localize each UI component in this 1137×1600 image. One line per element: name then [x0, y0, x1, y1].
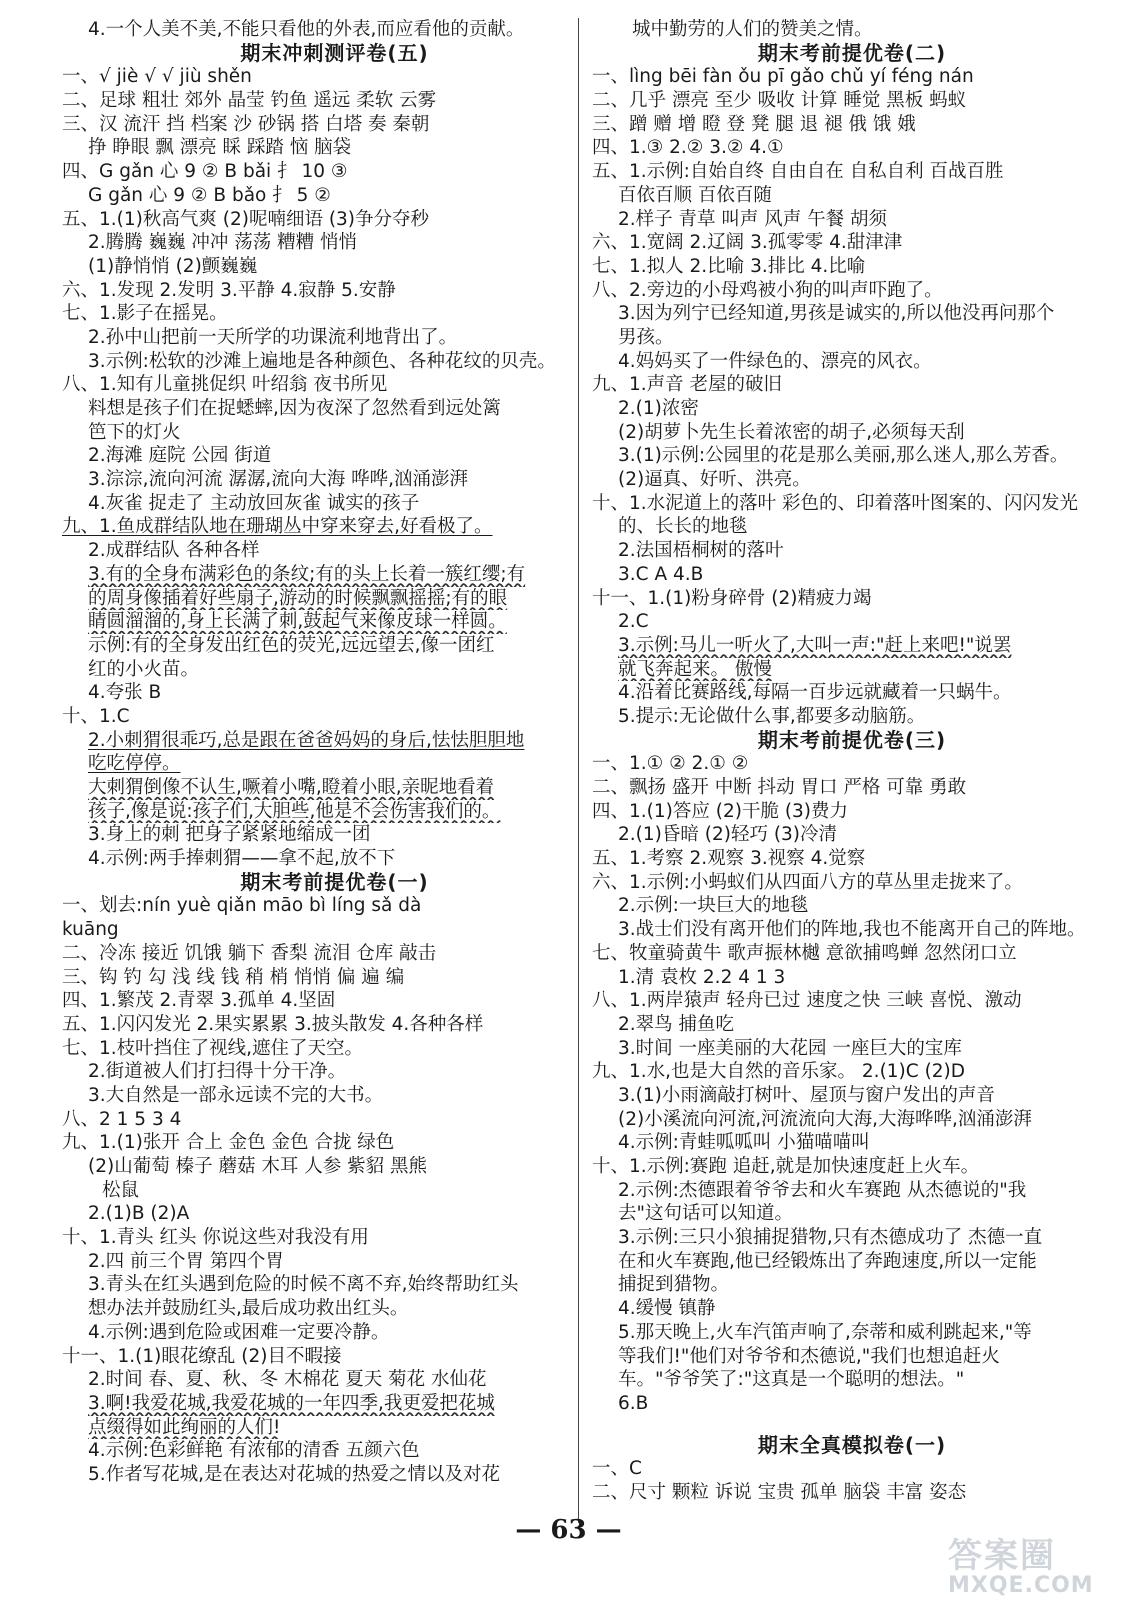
- answer-line: [62, 1416, 607, 1440]
- answer-text: 2.街道被人们打扫得十分干净。: [88, 1061, 347, 1083]
- answer-text: 2.(1)浓密: [618, 398, 699, 419]
- section-heading: [62, 871, 607, 895]
- answer-text: 四、G gǎn 心 9 ② B bǎi 扌 10 ③: [62, 161, 348, 183]
- answer-text: 九、1.声音 老屋的破旧: [592, 374, 783, 396]
- answer-text: 5.作者写花城,是在表达对花城的热爱之情以及对花: [88, 1463, 501, 1485]
- answer-text: 的周身像插着好些扇子,游动的时候飘飘摇摇;有的眼: [88, 587, 508, 609]
- section-heading: [592, 729, 1112, 753]
- answer-text: 3.因为列宁已经知道,男孩是诚实的,所以他没再问那个: [618, 303, 1055, 325]
- answer-text: 二、尺寸 颗粒 诉说 宝贵 孤单 脑袋 丰富 姿态: [592, 1481, 967, 1503]
- answer-text: 2.腾腾 巍巍 冲冲 荡荡 糟糟 悄悄: [88, 232, 358, 254]
- answer-text: 4.示例:两手捧刺猬——拿不起,放不下: [88, 848, 396, 870]
- answer-text: 3.(1)示例:公园里的花是那么美丽,那么迷人,那么芳香。: [618, 445, 1069, 467]
- answer-line: [592, 1084, 1112, 1108]
- answer-text: 2.(1)昏暗 (2)轻巧 (3)冷清: [618, 824, 838, 846]
- answer-line: [62, 421, 607, 445]
- answer-line: [62, 539, 607, 563]
- answer-text: 三、蹭 赠 增 瞪 登 凳 腿 退 褪 俄 饿 娥: [592, 113, 916, 135]
- answer-line: [592, 966, 1112, 990]
- answer-line: [592, 539, 1112, 563]
- answer-text: 五、1.(1)秋高气爽 (2)呢喃细语 (3)争分夺秒: [62, 208, 430, 230]
- answer-line: [62, 823, 607, 847]
- answer-text: 二、几乎 漂亮 至少 吸收 计算 睡觉 黑板 蚂蚁: [592, 90, 967, 112]
- answer-text: 2.时间 春、夏、秋、冬 木棉花 夏天 菊花 水仙花: [88, 1369, 487, 1391]
- answer-text: (2)小溪流向河流,河流流向大海,大海哗哗,汹涌澎湃: [618, 1108, 1032, 1130]
- answer-line: [62, 1179, 607, 1203]
- answer-text: 八、2 1 5 3 4: [62, 1108, 182, 1130]
- answer-line: [62, 989, 607, 1013]
- answer-text: 三、汉 流汗 挡 档案 沙 砂锅 搭 白塔 奏 秦朝: [62, 113, 430, 135]
- answer-line: [62, 1297, 607, 1321]
- answer-text: 2.法国梧桐树的落叶: [618, 540, 784, 562]
- left-answer-column: [62, 18, 607, 1487]
- answer-line: [592, 1321, 1112, 1345]
- watermark-logo-title: 答案圈: [948, 1536, 1056, 1576]
- answer-text: 二、足球 粗壮 郊外 晶莹 钓鱼 遥远 柔软 云雾: [62, 90, 437, 112]
- answer-line: [592, 1457, 1112, 1481]
- answer-line: [62, 1131, 607, 1155]
- answer-line: [62, 1155, 607, 1179]
- answer-text: 九、1.水,也是大自然的音乐家。 2.(1)C (2)D: [592, 1061, 966, 1083]
- answer-line: [62, 1013, 607, 1037]
- answer-text: 大刺猬倒像不认生,噘着小嘴,瞪着小眼,亲昵地看着: [88, 777, 495, 798]
- answer-text: 百依百顺 百依百随: [618, 184, 772, 206]
- answer-text: (1)静悄悄 (2)颤巍巍: [88, 255, 258, 277]
- answer-text: 料想是孩子们在捉蟋蟀,因为夜深了忽然看到远处篱: [88, 398, 501, 419]
- answer-line: [592, 587, 1112, 611]
- answer-text: 十、1.C: [62, 705, 130, 727]
- answer-text: 5.提示:无论做什么事,都要多动脑筋。: [618, 705, 926, 727]
- answer-line: [62, 397, 607, 421]
- answer-line: [592, 894, 1112, 918]
- answer-line: [62, 800, 607, 824]
- answer-text: 松鼠: [102, 1179, 140, 1201]
- answer-line: [62, 113, 607, 137]
- answer-text: 吃吃停停。: [88, 753, 181, 775]
- answer-line: [62, 326, 607, 350]
- answer-text: 三、钩 钓 勾 浅 线 钱 稍 梢 悄悄 偏 遍 编: [62, 966, 405, 988]
- answer-text: 男孩。: [618, 326, 674, 348]
- answer-text: 十、1.水泥道上的落叶 彩色的、印着落叶图案的、闪闪发光: [592, 492, 1079, 514]
- answer-line: [592, 65, 1112, 89]
- watermark-logo: [948, 1528, 1123, 1596]
- answer-line: [592, 1297, 1112, 1321]
- answer-line: [62, 65, 607, 89]
- section-heading-text: 期末全真模拟卷(一): [757, 1433, 947, 1457]
- answer-line: [62, 776, 607, 800]
- answer-line: [592, 800, 1112, 824]
- answer-text: 4.示例:青蛙呱呱叫 小猫喵喵叫: [618, 1132, 870, 1154]
- answer-text: 2.(1)B (2)A: [88, 1203, 190, 1225]
- answer-line: [62, 1463, 607, 1487]
- answer-text: 二、飘扬 盛开 中断 抖动 胃口 严格 可靠 勇敢: [592, 777, 967, 798]
- answer-text: 3.时间 一座美丽的大花园 一座巨大的宝库: [618, 1037, 962, 1059]
- answer-line: [62, 1202, 607, 1226]
- answer-text: 2.孙中山把前一天所学的功课流利地背出了。: [88, 326, 458, 348]
- section-heading-text: 期末考前提优卷(三): [757, 728, 947, 752]
- answer-text: 3.青头在红头遇到危险的时候不离不弃,始终帮助红头: [88, 1274, 519, 1296]
- answer-text: 四、1.(1)答应 (2)干脆 (3)费力: [592, 800, 849, 822]
- spacer: [592, 1416, 1112, 1434]
- answer-text: 八、1.知有儿童挑促织 叶绍翁 夜书所见: [62, 374, 388, 396]
- answer-text: 一、划去:nín yuè qiǎn māo bì líng sǎ dà: [62, 895, 422, 917]
- answer-line: [62, 373, 607, 397]
- answer-line: [62, 468, 607, 492]
- answer-line: [592, 515, 1112, 539]
- answer-line: [592, 208, 1112, 232]
- answer-text: 等我们!"他们对爷爷和杰德说,"我们也想追赶火: [618, 1345, 1000, 1367]
- answer-line: [592, 279, 1112, 303]
- answer-text: 七、1.拟人 2.比喻 3.排比 4.比喻: [592, 255, 866, 277]
- answer-line: [592, 563, 1112, 587]
- answer-text: 九、1.(1)张开 合上 金色 金色 合拢 绿色: [62, 1132, 395, 1154]
- answer-line: [62, 136, 607, 160]
- answer-text: 的、长长的地毯: [618, 516, 748, 538]
- answer-line: [62, 942, 607, 966]
- answer-text: 3.(1)小雨滴敲打树叶、屋顶与窗户发出的声音: [618, 1084, 995, 1106]
- answer-text: 4.夸张 B: [88, 682, 162, 704]
- answer-line: [592, 326, 1112, 350]
- answer-line: [592, 1345, 1112, 1369]
- answer-line: [62, 705, 607, 729]
- answer-text: 5.那天晚上,火车汽笛声响了,奈蒂和威利跳起来,"等: [618, 1321, 1032, 1343]
- answer-text: 挣 睁眼 飘 漂亮 睬 踩踏 恼 脑袋: [88, 137, 352, 159]
- answer-line: [592, 1060, 1112, 1084]
- answer-text: 笆下的灯火: [88, 421, 181, 443]
- answer-text: kuāng: [62, 919, 119, 941]
- answer-line: [62, 492, 607, 516]
- answer-line: [62, 231, 607, 255]
- answer-text: 想办法并鼓励红头,最后成功救出红头。: [88, 1298, 409, 1320]
- answer-line: [62, 89, 607, 113]
- answer-line: [62, 1392, 607, 1416]
- answer-line: [62, 302, 607, 326]
- answer-text: 4.示例:色彩鲜艳 有浓郁的清香 五颜六色: [88, 1440, 420, 1462]
- answer-text: 红的小火苗。: [88, 658, 200, 680]
- answer-line: [592, 871, 1112, 895]
- answer-text: 一、lìng bēi fàn ǒu pī gǎo chǔ yí féng nán: [592, 66, 974, 88]
- answer-text: 七、1.枝叶挡住了视线,遮住了天空。: [62, 1037, 364, 1059]
- answer-text: 6.B: [618, 1392, 649, 1414]
- answer-line: [592, 1226, 1112, 1250]
- answer-text: 2.示例:杰德跟着爷爷去和火车赛跑 从杰德说的"我: [618, 1179, 1027, 1201]
- answer-text: 车。"爷爷笑了:"这真是一个聪明的想法。": [618, 1369, 965, 1391]
- answer-line: [62, 1037, 607, 1061]
- section-heading-text: 期末考前提优卷(一): [240, 870, 429, 894]
- column-divider: [578, 18, 579, 1523]
- answer-line: [62, 752, 607, 776]
- answer-line: [592, 942, 1112, 966]
- answer-line: [592, 492, 1112, 516]
- answer-line: [592, 681, 1112, 705]
- answer-line: [592, 634, 1112, 658]
- answer-text: 去"这句话可以知道。: [618, 1203, 794, 1225]
- answer-text: 3.示例:三只小狼捕捉猎物,只有杰德成功了 杰德一直: [618, 1227, 1043, 1249]
- answer-line: [62, 1439, 607, 1463]
- answer-text: 睛圆溜溜的,身上长满了刺,鼓起气来像皮球一样圆。: [88, 611, 507, 633]
- answer-line: [592, 1108, 1112, 1132]
- answer-text: 2.示例:一块巨大的地毯: [618, 895, 809, 917]
- answer-line: [592, 468, 1112, 492]
- answer-line: [592, 113, 1112, 137]
- answer-line: [592, 231, 1112, 255]
- answer-text: 3.大自然是一部永远读不完的大书。: [88, 1084, 384, 1106]
- answer-line: [592, 1368, 1112, 1392]
- answer-line: [592, 1202, 1112, 1226]
- answer-text: 3.啊!我爱花城,我爱花城的一年四季,我更爱把花城: [88, 1392, 495, 1414]
- section-heading: [592, 42, 1112, 66]
- answer-text: 城中勤劳的人们的赞美之情。: [632, 19, 873, 40]
- answer-text: 六、1.宽阔 2.辽阔 3.孤零零 4.甜津津: [592, 232, 903, 254]
- section-heading-text: 期末冲刺测评卷(五): [240, 41, 429, 65]
- answer-line: [592, 255, 1112, 279]
- answer-text: 示例:有的全身发出红色的荧光,远远望去,像一团红: [88, 634, 495, 656]
- answer-line: [62, 729, 607, 753]
- answer-text: 十一、1.(1)眼花缭乱 (2)目不暇接: [62, 1345, 342, 1367]
- answer-line: [592, 1481, 1112, 1505]
- answer-text: 2.四 前三个胃 第四个胃: [88, 1250, 284, 1272]
- answer-text: 3.示例:松软的沙滩上遍地是各种颜色、各种花纹的贝壳。: [88, 350, 556, 372]
- section-heading: [592, 1434, 1112, 1458]
- answer-text: 一、1.① ② 2.① ②: [592, 753, 749, 775]
- answer-text: 九、1.鱼成群结队地在珊瑚丛中穿来穿去,好看极了。: [62, 516, 493, 538]
- answer-line: [62, 634, 607, 658]
- answer-text: 点缀得如此绚丽的人们!: [88, 1416, 281, 1438]
- answer-line: [592, 373, 1112, 397]
- answer-text: 六、1.示例:小蚂蚁们从四面八方的草丛里走拢来了。: [592, 871, 1023, 893]
- answer-line: [62, 1345, 607, 1369]
- answer-line: [592, 397, 1112, 421]
- answer-text: 4.妈妈买了一件绿色的、漂亮的风衣。: [618, 350, 932, 372]
- answer-line: [592, 89, 1112, 113]
- answer-line: [62, 1060, 607, 1084]
- answer-text: 四、1.③ 2.② 3.② 4.①: [592, 137, 784, 159]
- answer-line: [592, 1179, 1112, 1203]
- answer-text: 七、牧童骑黄牛 歌声振林樾 意欲捕鸣蝉 忽然闭口立: [592, 942, 1017, 964]
- answer-line: [62, 1368, 607, 1392]
- answer-text: 4.沿着比赛路线,每隔一百步远就藏着一只蜗牛。: [618, 682, 1012, 704]
- answer-text: 2.成群结队 各种各样: [88, 540, 260, 562]
- answer-text: 4.灰雀 捉走了 主动放回灰雀 诚实的孩子: [88, 492, 420, 514]
- answer-text: 在和火车赛跑,他已经锻炼出了奔跑速度,所以一定能: [618, 1250, 1037, 1272]
- answer-text: 3.淙淙,流向河流 潺潺,流向大海 哗哗,汹涌澎湃: [88, 469, 469, 491]
- answer-text: 五、1.示例:自始自终 自由自在 自私自利 百战百胜: [592, 161, 1004, 183]
- answer-line: [592, 1037, 1112, 1061]
- answer-line: [592, 184, 1112, 208]
- answer-line: [62, 18, 607, 42]
- answer-text: 4.一个人美不美,不能只看他的外表,而应看他的贡献。: [88, 19, 525, 40]
- answer-text: 3.示例:马儿一听火了,大叫一声:"赶上来吧!"说罢: [618, 634, 1012, 656]
- answer-line: [592, 18, 1112, 42]
- answer-text: 3.战士们没有离开他们的阵地,我也不能离开自己的阵地。: [618, 919, 1086, 941]
- answer-line: [592, 776, 1112, 800]
- answer-line: [592, 1155, 1112, 1179]
- answer-line: [62, 444, 607, 468]
- answer-text: 孩子,像是说:孩子们,大胆些,他是不会伤害我们的。: [88, 800, 501, 822]
- answer-line: [62, 918, 607, 942]
- answer-text: 4.缓慢 镇静: [618, 1298, 716, 1320]
- answer-line: [62, 587, 607, 611]
- answer-line: [62, 160, 607, 184]
- answer-line: [62, 894, 607, 918]
- answer-line: [592, 658, 1112, 682]
- answer-line: [592, 705, 1112, 729]
- answer-text: 一、C: [592, 1458, 642, 1480]
- answer-text: 2.样子 青草 叫声 风声 午餐 胡须: [618, 208, 888, 230]
- answer-line: [592, 350, 1112, 374]
- answer-text: 就飞奔起来。 傲慢: [618, 658, 772, 680]
- answer-text: 六、1.发现 2.发明 3.平静 4.寂静 5.安静: [62, 279, 396, 301]
- answer-line: [62, 255, 607, 279]
- answer-line: [62, 563, 607, 587]
- answer-line: [62, 658, 607, 682]
- answer-line: [62, 184, 607, 208]
- answer-line: [592, 610, 1112, 634]
- section-heading: [62, 42, 607, 66]
- answer-text: 2.C: [618, 611, 649, 633]
- answer-text: 五、1.闪闪发光 2.果实累累 3.披头散发 4.各种各样: [62, 1013, 484, 1035]
- right-answer-column: [592, 18, 1112, 1505]
- answer-text: 十、1.示例:赛跑 追赶,就是加快速度赶上火车。: [592, 1156, 980, 1177]
- answer-line: [592, 918, 1112, 942]
- answer-line: [592, 1250, 1112, 1274]
- answer-text: 2.小刺猬很乖巧,总是跟在爸爸妈妈的身后,怯怯胆胆地: [88, 729, 525, 751]
- answer-line: [592, 136, 1112, 160]
- answer-line: [592, 989, 1112, 1013]
- answer-text: 3.有的全身布满彩色的条纹;有的头上长着一簇红缨;有: [88, 563, 526, 585]
- section-heading-text: 期末考前提优卷(二): [757, 41, 947, 65]
- answer-line: [592, 1013, 1112, 1037]
- answer-line: [62, 966, 607, 990]
- answer-text: 1.清 袁枚 2.2 4 1 3: [618, 966, 786, 988]
- answer-line: [592, 1273, 1112, 1297]
- answer-line: [592, 160, 1112, 184]
- answer-line: [592, 752, 1112, 776]
- answer-text: 四、1.繁茂 2.青翠 3.孤单 4.坚固: [62, 990, 336, 1012]
- answer-text: 七、1.影子在摇晃。: [62, 303, 228, 325]
- answer-line: [592, 847, 1112, 871]
- answer-text: G gǎn 心 9 ② B bǎo 扌 5 ②: [88, 184, 331, 206]
- answer-line: [62, 1084, 607, 1108]
- answer-line: [62, 1226, 607, 1250]
- answer-line: [62, 1321, 607, 1345]
- answer-text: 八、2.旁边的小母鸡被小狗的叫声吓跑了。: [592, 279, 943, 301]
- answer-line: [592, 1131, 1112, 1155]
- answer-line: [62, 1250, 607, 1274]
- answer-line: [62, 1108, 607, 1132]
- answer-line: [62, 681, 607, 705]
- answer-text: 五、1.考察 2.观察 3.视察 4.觉察: [592, 848, 866, 870]
- answer-text: (2)胡萝卜先生长着浓密的胡子,必须每天刮: [618, 421, 965, 443]
- answer-line: [592, 823, 1112, 847]
- page-number: — 63 —: [515, 1515, 622, 1545]
- answer-text: 3.身上的刺 把身子紧紧地缩成一团: [88, 824, 371, 846]
- answer-line: [62, 847, 607, 871]
- answer-text: 2.海滩 庭院 公园 街道: [88, 445, 272, 467]
- answer-line: [592, 302, 1112, 326]
- answer-text: (2)山葡萄 榛子 蘑菇 木耳 人参 紫貂 黑熊: [88, 1156, 427, 1177]
- answer-line: [62, 515, 607, 539]
- answer-text: 一、√ jiè √ √ jiù shěn: [62, 66, 252, 88]
- answer-text: 八、1.两岸猿声 轻舟已过 速度之快 三峡 喜悦、激动: [592, 990, 1022, 1012]
- answer-text: 2.翠鸟 捕鱼吃: [618, 1013, 735, 1035]
- answer-line: [592, 1392, 1112, 1416]
- answer-line: [62, 279, 607, 303]
- answer-line: [592, 444, 1112, 468]
- answer-text: 4.示例:遇到危险或困难一定要冷静。: [88, 1321, 390, 1343]
- answer-text: 捕捉到猎物。: [618, 1274, 730, 1296]
- answer-text: (2)逼真、好听、洪亮。: [618, 469, 811, 491]
- answer-text: 3.C A 4.B: [618, 563, 704, 585]
- answer-text: 十一、1.(1)粉身碎骨 (2)精疲力竭: [592, 587, 872, 609]
- answer-line: [62, 208, 607, 232]
- watermark-logo-url: MXQE.COM: [948, 1573, 1094, 1598]
- answer-line: [62, 610, 607, 634]
- answer-text: 十、1.青头 红头 你说这些对我没有用: [62, 1227, 369, 1249]
- answer-line: [62, 1273, 607, 1297]
- answer-line: [592, 421, 1112, 445]
- answer-line: [62, 350, 607, 374]
- answer-text: 二、冷冻 接近 饥饿 躺下 香梨 流泪 仓库 敲击: [62, 942, 437, 964]
